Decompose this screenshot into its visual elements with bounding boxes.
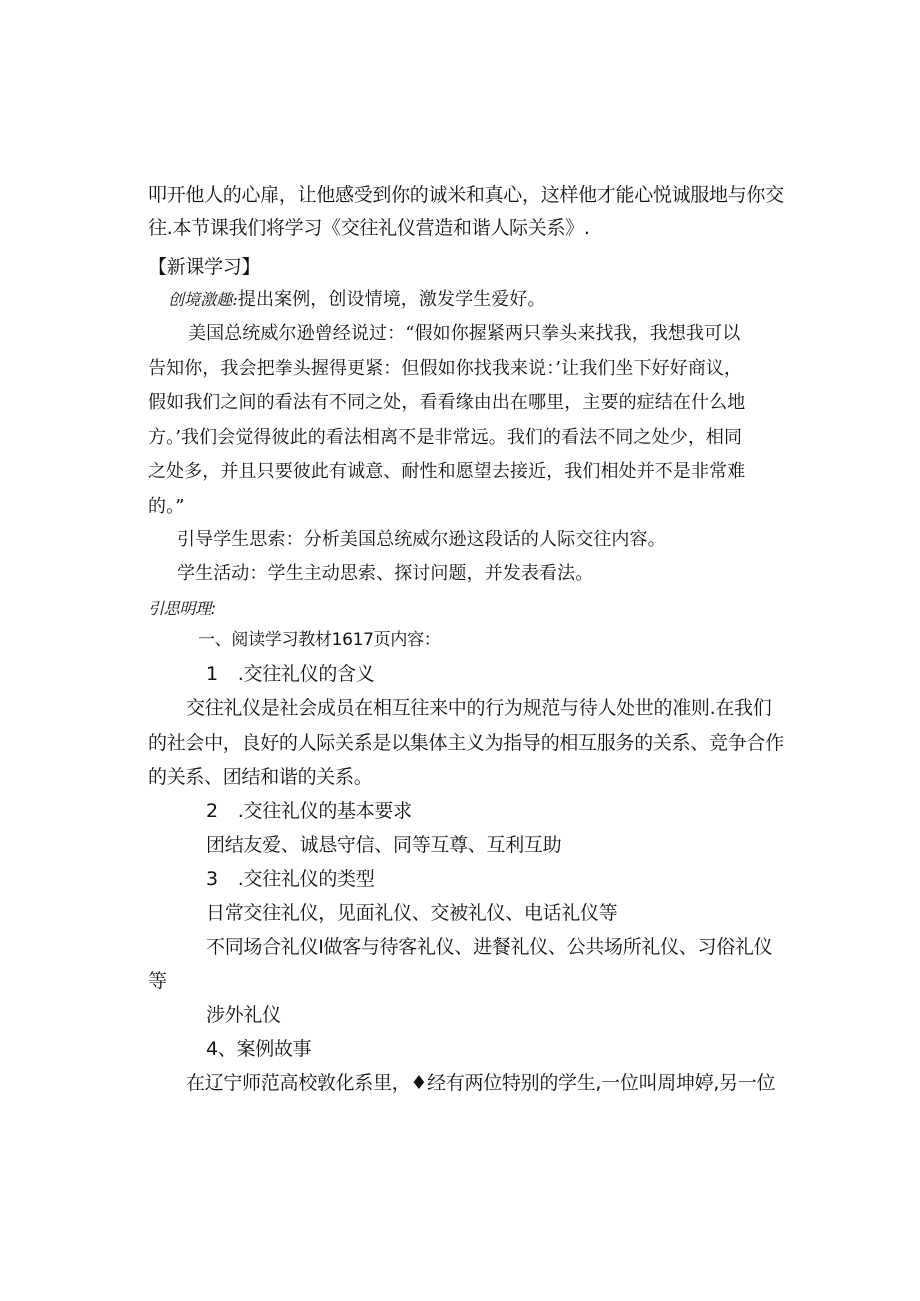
section1-number: 1 — [206, 663, 218, 685]
scenario-label: 创境激趣: — [168, 290, 238, 309]
section4-text: 在辽宁师范高校敦化系里，♦经有两位特别的学生,一位叫周坤婷,另一位 — [186, 1072, 776, 1094]
quote-line-2: 告知你，我会把拳头握得更紧：但假如你找我来说：’让我们坐下好好商议， — [148, 358, 743, 379]
quote-line-1: 美国总统威尔逊曾经说过：“假如你握紧两只拳头来找我，我想我可以 — [188, 323, 741, 344]
section1-line-3: 的关系、团结和谐的关系。 — [148, 766, 373, 788]
section2-title: .交往礼仪的基本要求 — [237, 800, 412, 822]
section2-heading — [206, 799, 412, 823]
quote-line-5: 之处多，并且只要彼此有诚意、耐性和愿望去接近，我们相处并不是非常难 — [148, 461, 746, 482]
section3-item-3: 涉外礼仪 — [206, 1004, 281, 1026]
section1-title: .交往礼仪的含义 — [237, 663, 375, 685]
section3-item-1: 日常交往礼仪，见面礼仪、交被礼仪、电话礼仪等 — [206, 902, 618, 924]
new-lesson-heading: 【新课学习】 — [148, 256, 261, 278]
guide-text: 引导学生思索：分析美国总统威尔逊这段话的人际交往内容。 — [177, 529, 666, 550]
quote-line-3: 假如我们之间的看法有不同之处，看看缘由出在哪里，主要的症结在什么地 — [148, 392, 746, 413]
section3-heading — [206, 867, 374, 891]
section3-number: 3 — [206, 868, 218, 890]
section4-heading: 4、案例故事 — [206, 1038, 312, 1060]
scenario-text: 提出案例，创设情境，激发学生爱好。 — [237, 289, 546, 310]
quote-line-4: 方。’我们会觉得彼此的看法相离不是非常远。我们的看法不同之处少，相同 — [148, 427, 743, 448]
section3-item-2: 不同场合礼仪I做客与待客礼仪、进餐礼仪、公共场所礼仪、习俗礼仪 — [206, 936, 773, 958]
section3-item-2-cont: 等 — [148, 970, 167, 992]
section2-number: 2 — [206, 800, 218, 822]
scenario-paragraph — [168, 288, 546, 312]
section1-line-1: 交往礼仪是社会成员在相互往来中的行为规范与待人处世的准则.在我们 — [186, 697, 772, 719]
quote-line-6: 的。” — [148, 496, 185, 517]
reasoning-label: 引思明理: — [148, 599, 216, 618]
intro-line-1: 叩开他人的心扉，让他感受到你的诚米和真心，这样他才能心悦诚服地与你交 — [148, 184, 784, 206]
section3-title: .交往礼仪的类型 — [237, 868, 375, 890]
section1-line-2: 的社会中，良好的人际关系是以集体主义为指导的相互服务的关系、竞争合作 — [148, 732, 784, 754]
section2-text: 团结友爱、诚恳守信、同等互尊、互利互助 — [206, 834, 562, 856]
section1-heading — [206, 662, 374, 686]
intro-line-2: 往.本节课我们将学习《交往礼仪营造和谐人际关系》. — [148, 217, 590, 239]
activity-text: 学生活动：学生主动思索、探讨问题，并发表看法。 — [177, 563, 594, 584]
reading-text: 一、阅读学习教材1617页内容： — [198, 630, 441, 650]
